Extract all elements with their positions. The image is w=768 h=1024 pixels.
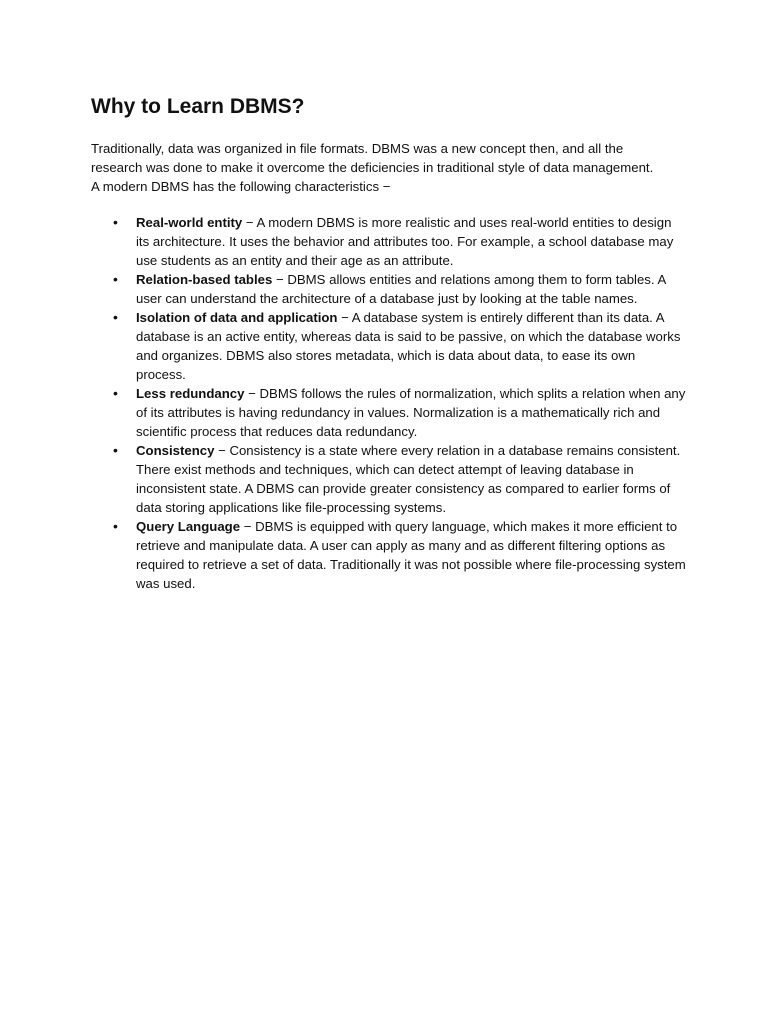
- document-content: [91, 92, 691, 593]
- list-item-text: − A modern DBMS is more realistic and uses real-world entities to design its architecture. It uses the behavior and attributes too. For example, a school database may use students as an entity and their age as an attribute.: [136, 215, 674, 268]
- list-item-relation-based-tables: [91, 270, 686, 308]
- list-item-text: − DBMS allows entities and relations among them to form tables. A user can understand the architecture of a database just by looking at the table names.: [136, 272, 666, 306]
- list-item-text: − DBMS is equipped with query language, which makes it more efficient to retrieve and manipulate data. A user can apply as many and as different filtering options as required to retrieve a set of data. Traditionally it was not possible where file-processing system was used.: [136, 519, 686, 591]
- bullet-icon: •: [113, 271, 118, 287]
- list-item-term: Consistency: [136, 443, 215, 458]
- list-item-term: Less redundancy: [136, 386, 245, 401]
- list-item-query-language: [91, 517, 686, 593]
- bullet-icon: •: [113, 309, 118, 325]
- bullet-icon: •: [113, 442, 118, 458]
- page-title: Why to Learn DBMS?: [91, 95, 305, 118]
- list-item-text: − A database system is entirely different than its data. A database is an active entity, whereas data is said to be passive, on which the database works and organizes. DBMS also stores metadata, which is data about data, to ease its own process.: [136, 310, 681, 382]
- list-item-isolation: [91, 308, 686, 384]
- bullet-icon: •: [113, 518, 118, 534]
- list-item-text: − Consistency is a state where every relation in a database remains consistent. There exist methods and techniques, which can detect attempt of leaving database in inconsistent state. A DBMS can provide greater consistency as compared to earlier forms of data storing applications like file-processing systems.: [136, 443, 681, 515]
- bullet-icon: •: [113, 214, 118, 230]
- list-item-text: − DBMS follows the rules of normalization, which splits a relation when any of its attributes is having redundancy in values. Normalization is a mathematically rich and scientific process that reduces data redundancy.: [136, 386, 686, 439]
- list-item-term: Real-world entity: [136, 215, 243, 230]
- list-item-consistency: [91, 441, 686, 517]
- list-item-term: Query Language: [136, 519, 241, 534]
- list-item-less-redundancy: [91, 384, 686, 441]
- list-item-term: Relation-based tables: [136, 272, 273, 287]
- bullet-icon: •: [113, 385, 118, 401]
- intro-paragraph: Traditionally, data was organized in file formats. DBMS was a new concept then, and all the research was done to make it overcome the deficiencies in traditional style of data management. A modern DBMS has the following characteristics −: [91, 141, 654, 194]
- list-item-real-world-entity: [91, 213, 686, 270]
- characteristics-list: [91, 213, 691, 593]
- list-item-term: Isolation of data and application: [136, 310, 338, 325]
